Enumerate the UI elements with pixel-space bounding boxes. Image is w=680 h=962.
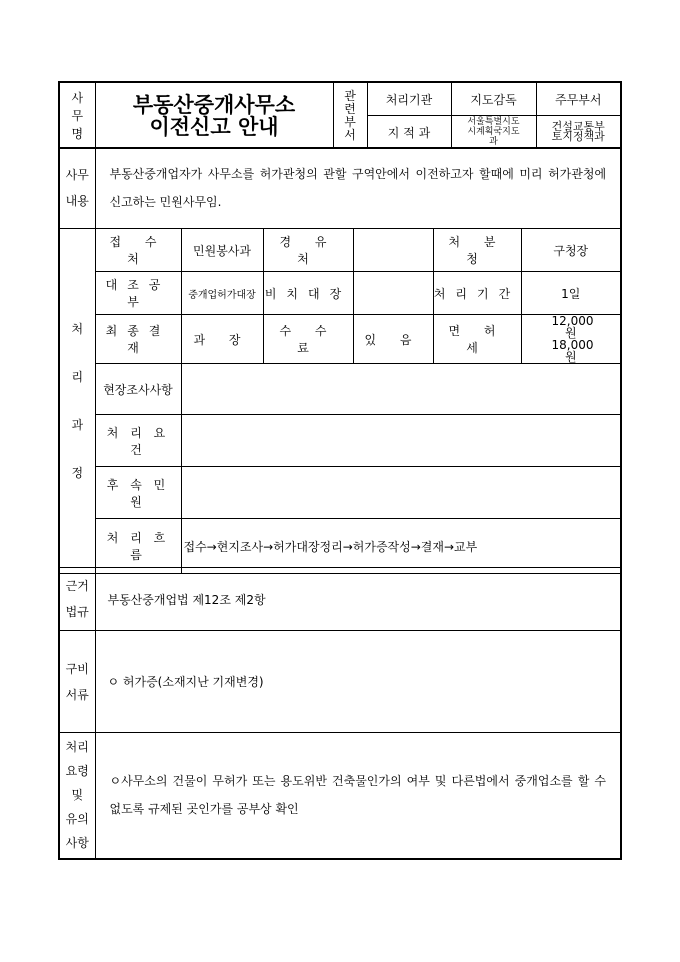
cell: 접 수 처	[95, 229, 181, 272]
cell: 처 분 청	[433, 229, 521, 272]
task-label: 사무 내용	[59, 148, 95, 229]
row-value	[181, 364, 621, 415]
cell: 중개업허가대장	[181, 272, 263, 315]
header-table	[58, 81, 622, 149]
office-name-label: 사무명	[59, 82, 95, 149]
row-label: 처 리 흐 름	[95, 519, 181, 574]
value-main-dept: 건설교통부토지정책과	[536, 116, 621, 149]
task-content: 부동산중개업자가 사무소를 허가관청의 관할 구역안에서 이전하고자 할때에 미리 허가관청에 신고하는 민원사무임.	[95, 148, 621, 229]
docs-text: ㅇ 허가증(소재지난 기재변경)	[95, 631, 621, 733]
process-flow: 접수→현지조사→허가대장정리→허가증작성→결재→교부	[181, 519, 621, 574]
notes-text: ㅇ사무소의 건물이 무허가 또는 용도위반 건축물인가의 여부 및 다른법에서 중개업소를 할 수 없도록 규제된 곳인가를 공부상 확인	[95, 733, 621, 859]
cell: 구청장	[521, 229, 621, 272]
law-text: 부동산중개업법 제12조 제2항	[95, 568, 621, 631]
row-value	[181, 467, 621, 519]
cell: 수 수 료	[263, 315, 353, 364]
cell: 1일	[521, 272, 621, 315]
related-dept-label: 관련부서	[333, 82, 367, 149]
cell: 대조공부	[95, 272, 181, 315]
cell: 처리기간	[433, 272, 521, 315]
value-supervision: 서울특별시도시계획국지도과	[451, 116, 536, 149]
bottom-table	[58, 567, 622, 860]
value-processing-agency: 지 적 과	[367, 116, 451, 149]
docs-label: 구비 서류	[59, 631, 95, 733]
process-label: 처 리 과 정	[59, 229, 95, 574]
row-label: 후 속 민 원	[95, 467, 181, 519]
row-label: 현장조사사항	[95, 364, 181, 415]
cell: 면 허 세	[433, 315, 521, 364]
cell: 있 음	[353, 315, 433, 364]
row-value	[181, 415, 621, 467]
cell	[353, 272, 433, 315]
col-supervision: 지도감독	[451, 82, 536, 116]
cell: 민원봉사과	[181, 229, 263, 272]
page-title	[95, 82, 333, 149]
cell: 최종결재	[95, 315, 181, 364]
title-line-1: 부동산중개사무소	[132, 91, 296, 117]
cell: 12,000원 18,000원	[521, 315, 621, 364]
row-label: 처 리 요 건	[95, 415, 181, 467]
cell: 비치대장	[263, 272, 353, 315]
notes-label: 처리 요령 및 유의 사항	[59, 733, 95, 859]
col-processing-agency: 처리기관	[367, 82, 451, 116]
law-label: 근거 법규	[59, 568, 95, 631]
cell: 과 장	[181, 315, 263, 364]
cell	[353, 229, 433, 272]
title-line-2: 이전신고 안내	[149, 113, 279, 139]
cell: 경 유 처	[263, 229, 353, 272]
col-main-dept: 주무부서	[536, 82, 621, 116]
main-table	[58, 147, 622, 574]
